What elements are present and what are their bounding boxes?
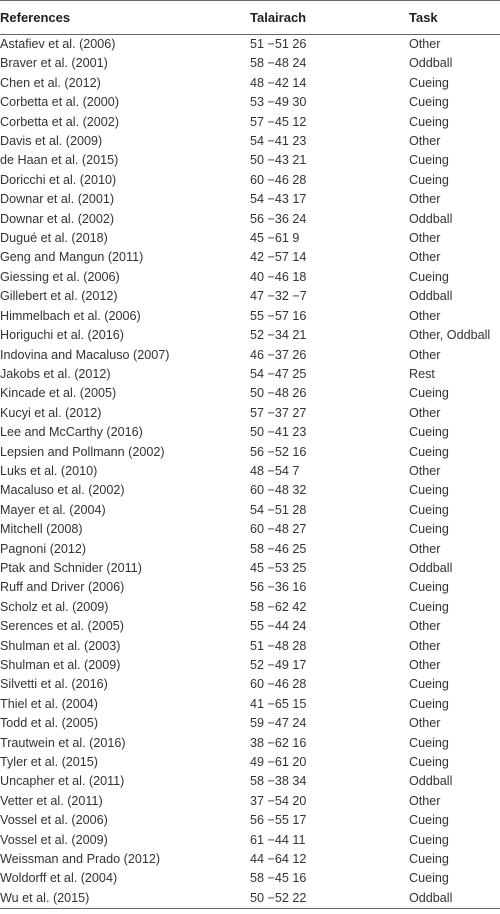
- cell-reference: Kucyi et al. (2012): [0, 405, 102, 420]
- cell-talairach: 48 −54 7: [250, 463, 300, 478]
- table-row: [0, 210, 500, 229]
- cell-reference: de Haan et al. (2015): [0, 153, 119, 168]
- table-row: [0, 171, 500, 190]
- header-talairach: Talairach: [250, 1, 409, 35]
- table-row: [0, 831, 500, 850]
- cell-task: Other: [409, 793, 441, 808]
- cell-task: Cueing: [409, 599, 449, 614]
- table-row: [0, 326, 500, 345]
- cell-reference: Horiguchi et al. (2016): [0, 328, 124, 343]
- cell-reference: Shulman et al. (2009): [0, 658, 121, 672]
- cell-reference: Gillebert et al. (2012): [0, 289, 118, 304]
- cell-task: Cueing: [409, 580, 449, 595]
- cell-talairach: 50 −48 26: [250, 386, 307, 401]
- cell-talairach: 52 −49 17: [250, 658, 307, 672]
- cell-task: Cueing: [409, 832, 449, 847]
- cell-task: Other: [409, 463, 441, 478]
- cell-task: Cueing: [409, 813, 449, 828]
- cell-reference: Shulman et al. (2003): [0, 638, 121, 653]
- cell-talairach: 60 −46 28: [250, 677, 307, 692]
- cell-task: Oddball: [409, 289, 453, 304]
- cell-task: Other: [409, 347, 441, 362]
- cell-task: Oddball: [409, 56, 453, 71]
- cell-talairach: 45 −61 9: [250, 231, 300, 246]
- table-row: [0, 384, 500, 403]
- cell-talairach: 53 −49 30: [250, 95, 307, 110]
- cell-talairach: 58 −45 16: [250, 871, 307, 886]
- cell-reference: Astafiev et al. (2006): [0, 37, 116, 51]
- cell-talairach: 58 −48 24: [250, 56, 307, 71]
- cell-talairach: 58 −46 25: [250, 541, 307, 556]
- table-row: [0, 307, 500, 326]
- table-row: [0, 734, 500, 753]
- cell-task: Cueing: [409, 425, 449, 440]
- cell-talairach: 48 −42 14: [250, 75, 307, 90]
- table-row: [0, 598, 500, 617]
- table-row: [0, 54, 500, 73]
- cell-talairach: 57 −37 27: [250, 405, 307, 420]
- cell-reference: Lee and McCarthy (2016): [0, 425, 143, 440]
- cell-task: Oddball: [409, 889, 500, 909]
- cell-talairach: 59 −47 24: [250, 716, 307, 731]
- cell-task: Rest: [409, 366, 435, 381]
- cell-task: Other: [409, 231, 441, 246]
- cell-talairach: 50 −43 21: [250, 153, 307, 168]
- cell-reference: Weissman and Prado (2012): [0, 852, 161, 867]
- cell-reference: Woldorff et al. (2004): [0, 871, 118, 886]
- table-row: [0, 346, 500, 365]
- cell-talairach: 46 −37 26: [250, 347, 307, 362]
- cell-reference: Giessing et al. (2006): [0, 269, 120, 284]
- table-body: [0, 35, 500, 909]
- table-row: [0, 675, 500, 694]
- table-row: [0, 462, 500, 481]
- cell-talairach: 37 −54 20: [250, 793, 307, 808]
- cell-reference: Scholz et al. (2009): [0, 599, 109, 614]
- cell-reference: Ptak and Schnider (2011): [0, 560, 142, 575]
- table-row: [0, 93, 500, 112]
- cell-talairach: 40 −46 18: [250, 269, 307, 284]
- cell-task: Cueing: [409, 755, 449, 770]
- cell-task: Other, Oddball: [409, 328, 491, 343]
- table-row: [0, 889, 500, 909]
- cell-reference: Todd et al. (2005): [0, 716, 99, 731]
- table-row: [0, 695, 500, 714]
- table-row: [0, 268, 500, 287]
- table-row: [0, 850, 500, 869]
- cell-talairach: 54 −43 17: [250, 192, 307, 207]
- table-row: [0, 811, 500, 830]
- cell-reference: Jakobs et al. (2012): [0, 366, 111, 381]
- cell-task: Other: [409, 619, 441, 634]
- header-row: [0, 1, 500, 35]
- table-row: [0, 248, 500, 267]
- cell-task: Other: [409, 405, 441, 420]
- cell-talairach: 52 −34 21: [250, 328, 307, 343]
- table-row: [0, 869, 500, 888]
- header-task: Task: [409, 1, 500, 35]
- cell-reference: Vossel et al. (2006): [0, 813, 108, 828]
- cell-reference: Himmelbach et al. (2006): [0, 308, 141, 323]
- table-header: [0, 1, 500, 35]
- cell-task: Cueing: [409, 677, 449, 692]
- table-row: [0, 404, 500, 423]
- cell-reference: Chen et al. (2012): [0, 75, 101, 90]
- cell-task: Cueing: [409, 735, 449, 750]
- table-row: [0, 74, 500, 93]
- cell-talairach: 57 −45 12: [250, 114, 307, 129]
- cell-talairach: 58 −38 34: [250, 774, 307, 789]
- table-row: [0, 559, 500, 578]
- cell-reference: Mayer et al. (2004): [0, 502, 106, 517]
- cell-reference: Mitchell (2008): [0, 522, 83, 537]
- cell-task: Cueing: [409, 522, 449, 537]
- cell-talairach: 60 −46 28: [250, 172, 307, 187]
- cell-reference: Thiel et al. (2004): [0, 696, 99, 711]
- cell-reference: Tyler et al. (2015): [0, 755, 98, 770]
- table-row: [0, 365, 500, 384]
- cell-task: Other: [409, 716, 441, 731]
- cell-talairach: 50 −52 22: [250, 889, 409, 909]
- cell-reference: Trautwein et al. (2016): [0, 735, 126, 750]
- cell-reference: Pagnoni (2012): [0, 541, 87, 556]
- cell-reference: Macaluso et al. (2002): [0, 483, 125, 498]
- cell-reference: Vetter et al. (2011): [0, 793, 103, 808]
- cell-task: Other: [409, 308, 441, 323]
- cell-talairach: 42 −57 14: [250, 250, 307, 265]
- table-row: [0, 617, 500, 636]
- cell-task: Oddball: [409, 211, 453, 226]
- cell-talairach: 58 −62 42: [250, 599, 307, 614]
- cell-task: Cueing: [409, 502, 449, 517]
- cell-talairach: 51 −48 28: [250, 638, 307, 653]
- cell-reference: Wu et al. (2015): [0, 889, 250, 909]
- cell-talairach: 55 −44 24: [250, 619, 307, 634]
- table-row: [0, 714, 500, 733]
- cell-talairach: 54 −41 23: [250, 134, 307, 149]
- cell-talairach: 41 −65 15: [250, 696, 307, 711]
- cell-task: Cueing: [409, 483, 449, 498]
- cell-task: Other: [409, 192, 441, 207]
- table-row: [0, 772, 500, 791]
- cell-task: Other: [409, 541, 441, 556]
- cell-task: Oddball: [409, 774, 453, 789]
- cell-task: Other: [409, 638, 441, 653]
- cell-reference: Geng and Mangun (2011): [0, 250, 144, 265]
- cell-reference: Uncapher et al. (2011): [0, 774, 125, 789]
- cell-task: Cueing: [409, 386, 449, 401]
- table-row: [0, 501, 500, 520]
- table-row: [0, 423, 500, 442]
- cell-talairach: 56 −52 16: [250, 444, 307, 459]
- cell-task: Cueing: [409, 871, 449, 886]
- table-row: [0, 35, 500, 55]
- cell-reference: Lepsien and Pollmann (2002): [0, 444, 165, 459]
- cell-reference: Ruff and Driver (2006): [0, 580, 125, 595]
- cell-reference: Serences et al. (2005): [0, 619, 124, 634]
- cell-task: Cueing: [409, 75, 449, 90]
- cell-task: Other: [409, 134, 441, 149]
- cell-talairach: 60 −48 27: [250, 522, 307, 537]
- cell-talairach: 60 −48 32: [250, 483, 307, 498]
- cell-task: Other: [409, 37, 441, 51]
- cell-talairach: 56 −36 24: [250, 211, 307, 226]
- cell-talairach: 54 −51 28: [250, 502, 307, 517]
- table-row: [0, 132, 500, 151]
- table-row: [0, 287, 500, 306]
- table-row: [0, 520, 500, 539]
- cell-talairach: 38 −62 16: [250, 735, 307, 750]
- cell-task: Cueing: [409, 444, 449, 459]
- header-references: References: [0, 1, 250, 35]
- table-row: [0, 792, 500, 811]
- table-row: [0, 481, 500, 500]
- cell-talairach: 47 −32 −7: [250, 289, 307, 304]
- table-row: [0, 151, 500, 170]
- cell-talairach: 51 −51 26: [250, 37, 307, 51]
- table-row: [0, 578, 500, 597]
- cell-reference: Doricchi et al. (2010): [0, 172, 117, 187]
- cell-task: Cueing: [409, 114, 449, 129]
- cell-task: Cueing: [409, 172, 449, 187]
- table-row: [0, 443, 500, 462]
- table-row: [0, 190, 500, 209]
- cell-reference: Dugué et al. (2018): [0, 231, 108, 246]
- cell-talairach: 45 −53 25: [250, 560, 307, 575]
- cell-reference: Kincade et al. (2005): [0, 386, 117, 401]
- cell-reference: Luks et al. (2010): [0, 463, 98, 478]
- cell-talairach: 50 −41 23: [250, 425, 307, 440]
- table-row: [0, 540, 500, 559]
- cell-task: Cueing: [409, 153, 449, 168]
- cell-talairach: 44 −64 12: [250, 852, 307, 867]
- cell-task: Other: [409, 250, 441, 265]
- cell-reference: Corbetta et al. (2000): [0, 95, 120, 110]
- table-row: [0, 229, 500, 248]
- cell-talairach: 49 −61 20: [250, 755, 307, 770]
- cell-reference: Braver et al. (2001): [0, 56, 108, 71]
- cell-reference: Vossel et al. (2009): [0, 832, 108, 847]
- cell-reference: Downar et al. (2002): [0, 211, 115, 226]
- cell-reference: Corbetta et al. (2002): [0, 114, 120, 129]
- cell-talairach: 61 −44 11: [250, 832, 306, 847]
- table-row: [0, 113, 500, 132]
- cell-reference: Downar et al. (2001): [0, 192, 115, 207]
- cell-talairach: 56 −36 16: [250, 580, 307, 595]
- cell-task: Cueing: [409, 269, 449, 284]
- cell-reference: Davis et al. (2009): [0, 134, 103, 149]
- table-row: [0, 637, 500, 656]
- cell-task: Oddball: [409, 560, 453, 575]
- cell-reference: Silvetti et al. (2016): [0, 677, 108, 692]
- cell-task: Cueing: [409, 852, 449, 867]
- cell-talairach: 55 −57 16: [250, 308, 307, 323]
- cell-task: Cueing: [409, 95, 449, 110]
- cell-task: Other: [409, 658, 441, 672]
- cell-task: Cueing: [409, 696, 449, 711]
- table-row: [0, 753, 500, 772]
- cell-talairach: 54 −47 25: [250, 366, 307, 381]
- table-row: [0, 656, 500, 675]
- cell-reference: Indovina and Macaluso (2007): [0, 347, 170, 362]
- cell-talairach: 56 −55 17: [250, 813, 307, 828]
